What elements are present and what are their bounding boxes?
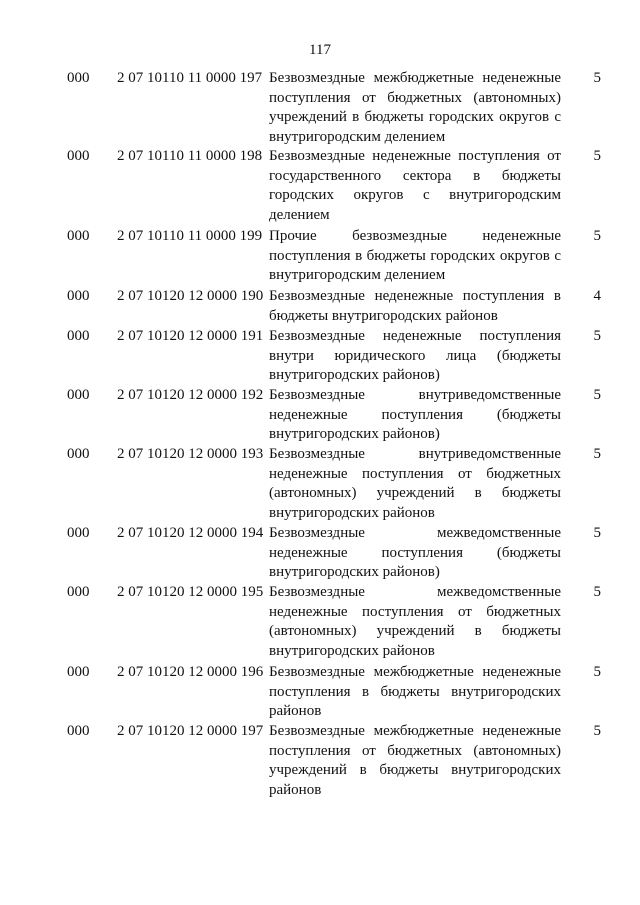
budget-code-cell: 2 07 10120 12 0000 194 [117,525,264,541]
admin-code-cell: 000 [67,723,90,739]
level-cell: 4 [593,288,601,304]
table-row [0,227,640,287]
budget-code-cell: 2 07 10120 12 0000 196 [117,664,264,680]
level-cell: 5 [593,70,601,86]
description-cell: Безвозмездные внутриведомственные неденежные поступления (бюджеты внутригородских районов) [269,387,561,443]
budget-code-cell: 2 07 10120 12 0000 191 [117,328,264,344]
budget-code-cell: 2 07 10120 12 0000 190 [117,288,264,304]
description-cell: Безвозмездные неденежные поступления внутри юридического лица (бюджеты внутригородских районов) [269,328,561,384]
description-cell: Безвозмездные межбюджетные неденежные поступления от бюджетных (автономных) учреждений в бюджеты внутригородских районов [269,723,561,798]
table-row [0,386,640,445]
level-cell: 5 [593,148,601,164]
description-cell: Безвозмездные неденежные поступления в бюджеты внутригородских районов [269,288,561,324]
description-cell: Безвозмездные межбюджетные неденежные поступления в бюджеты внутригородских районов [269,664,561,720]
table-row [0,327,640,386]
budget-code-cell: 2 07 10120 12 0000 195 [117,584,264,600]
admin-code-cell: 000 [67,70,90,86]
classification-table [0,69,640,802]
admin-code-cell: 000 [67,446,90,462]
admin-code-cell: 000 [67,328,90,344]
budget-code-cell: 2 07 10120 12 0000 197 [117,723,264,739]
admin-code-cell: 000 [67,288,90,304]
table-row [0,583,640,663]
budget-code-cell: 2 07 10120 12 0000 193 [117,446,264,462]
admin-code-cell: 000 [67,525,90,541]
level-cell: 5 [593,664,601,680]
description-cell: Безвозмездные межведомственные неденежные поступления (бюджеты внутригородских районов) [269,525,561,581]
page-number: 117 [309,42,331,58]
admin-code-cell: 000 [67,584,90,600]
description-cell: Безвозмездные неденежные поступления от государственного сектора в бюджеты городских округов с внутригородским делением [269,148,561,223]
budget-code-cell: 2 07 10120 12 0000 192 [117,387,264,403]
budget-code-cell: 2 07 10110 11 0000 199 [117,228,263,244]
description-cell: Безвозмездные межбюджетные неденежные поступления от бюджетных (автономных) учреждений в бюджеты городских округов с внутригородским делением [269,70,561,145]
level-cell: 5 [593,387,601,403]
description-cell: Безвозмездные внутриведомственные неденежные поступления от бюджетных (автономных) учреждений в бюджеты внутригородских районов [269,446,561,521]
table-row [0,445,640,524]
table-row [0,524,640,583]
description-cell: Безвозмездные межведомственные неденежные поступления от бюджетных (автономных) учреждений в бюджеты внутригородских районов [269,584,561,659]
admin-code-cell: 000 [67,387,90,403]
budget-code-cell: 2 07 10110 11 0000 197 [117,70,263,86]
admin-code-cell: 000 [67,148,90,164]
table-row [0,147,640,227]
table-row [0,663,640,722]
level-cell: 5 [593,328,601,344]
level-cell: 5 [593,584,601,600]
description-cell: Прочие безвозмездные неденежные поступления в бюджеты городских округов с внутригородским делением [269,228,561,284]
level-cell: 5 [593,228,601,244]
level-cell: 5 [593,723,601,739]
table-row [0,69,640,147]
level-cell: 5 [593,525,601,541]
admin-code-cell: 000 [67,664,90,680]
admin-code-cell: 000 [67,228,90,244]
table-row [0,287,640,327]
level-cell: 5 [593,446,601,462]
table-row [0,722,640,802]
budget-code-cell: 2 07 10110 11 0000 198 [117,148,263,164]
